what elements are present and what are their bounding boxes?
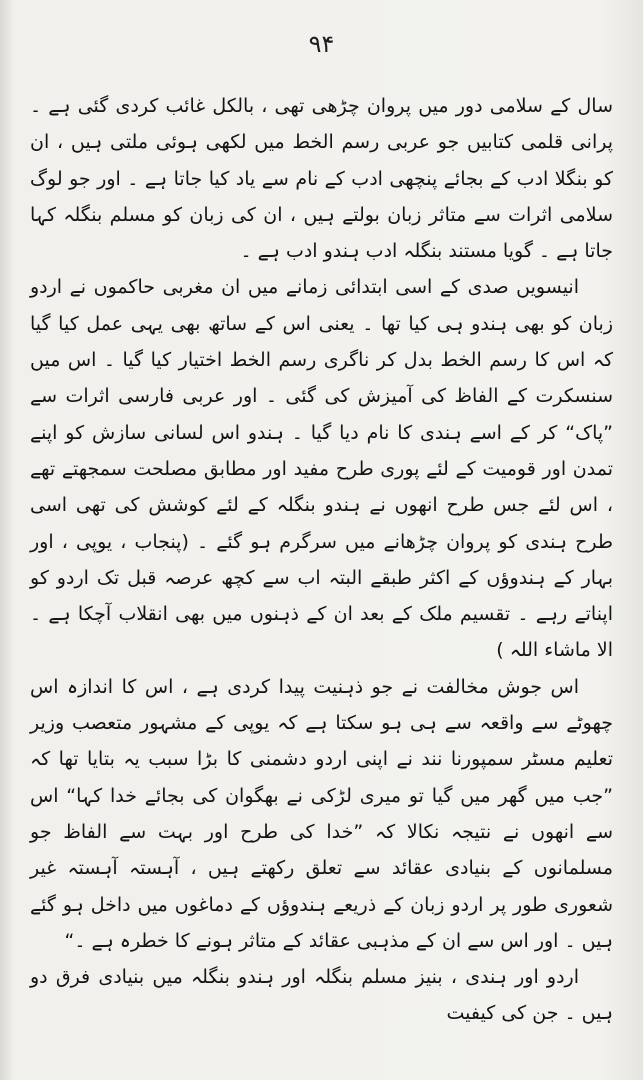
page-number: ۹۴ bbox=[308, 30, 335, 58]
paragraph-1: سال کے سلامی دور میں پروان چڑھی تھی ، بالکل غائب کردی گئی ہے ۔ پرانی قلمی کتابیں جو عربی رسم الخط میں لکھی ہوئی ملتی ہیں ، ان کو بنگلا ادب کے بجائے پنچھی ادب کے نام سے یاد کیا جاتا ہے ۔ اور جو لوگ سلامی اثرات سے متاثر زبان بولتے ہیں ، ان کی زبان کو مسلم بنگلہ کہا جاتا ہے ۔ گویا مستند بنگلہ ادب ہندو ادب ہے ۔ bbox=[30, 95, 613, 263]
page-body bbox=[30, 88, 613, 1032]
paragraph-2: انیسویں صدی کے اسی ابتدائی زمانے میں ان مغربی حاکموں نے اردو زبان کو بھی ہندو ہی کیا تھا ۔ یعنی اس کے ساتھ بھی یہی عمل کیا گیا کہ اس کا رسم الخط بدل کر ناگری رسم الخط اختیار کیا گیا ۔ اس میں سنسکرت کے الفاظ کی آمیزش کی گئی ۔ اور عربی فارسی اثرات سے ”پاک“ کر کے اسے ہندی کا نام دیا گیا ۔ ہندو اس لسانی سازش کو اپنے تمدن اور قومیت کے لئے پوری طرح مفید اور مطابق مصلحت سمجھتے تھے ، اس لئے جس طرح انھوں نے ہندو بنگلہ کے لئے کوشش کی تھی اسی طرح ہندی کو پروان چڑھانے میں سرگرم ہو گئے ۔ (پنجاب ، یوپی ، اور بہار کے ہندوؤں کے اکثر طبقے البتہ اب سے کچھ عرصہ قبل تک اردو کو اپناتے رہے ۔ تقسیم ملک کے بعد ان کے ذہنوں میں بھی انقلاب آچکا ہے ۔ الا ماشاء اللہ ) bbox=[30, 276, 613, 662]
paragraph-4: اردو اور ہندی ، بنیز مسلم بنگلہ اور ہندو بنگلہ میں بنیادی فرق دو ہیں ۔ جن کی کیفیت bbox=[30, 966, 613, 1025]
paragraph-3: اس جوش مخالفت نے جو ذہنیت پیدا کردی ہے ، اس کا اندازہ اس چھوٹے سے واقعہ سے ہی ہو سکتا ہے کہ یوپی کے مشہور متعصب وزیر تعلیم مسٹر سمپورنا نند نے اپنی اردو دشمنی کا بڑا سبب یہ بتایا تھا کہ ”جب میں گھر میں گیا تو میری لڑکی نے بھگوان کی بجائے خدا کہا“ اس سے انھوں نے نتیجہ نکالا کہ ”خدا کی طرح اور بہت سے الفاظ جو مسلمانوں کے بنیادی عقائد سے تعلق رکھتے ہیں ، آہستہ آہستہ غیر شعوری طور پر اردو زبان کے ذریعے ہندوؤں کے دماغوں میں داخل ہو گئے ہیں ۔ اور اس سے ان کے مذہبی عقائد کے متاثر ہونے کا خطرہ ہے ۔“ bbox=[30, 675, 613, 952]
